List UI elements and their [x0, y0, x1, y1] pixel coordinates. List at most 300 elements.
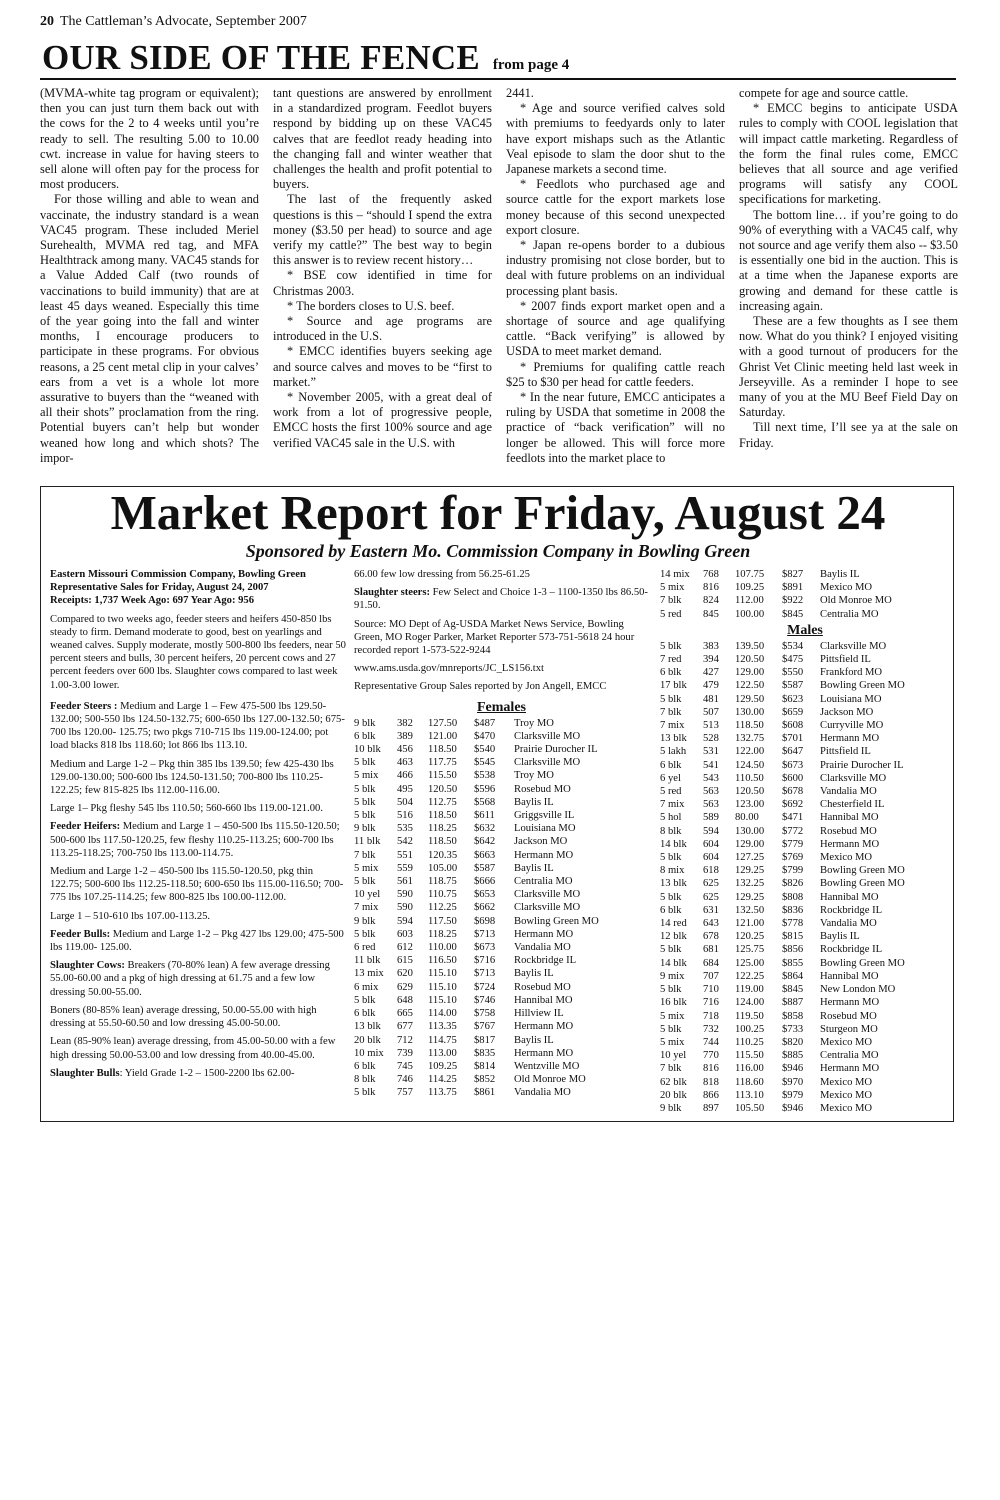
sale-price-head: $808 [782, 891, 804, 903]
sale-head-count: 10 yel [354, 889, 381, 901]
sale-buyer-location: Vandalia MO [820, 918, 877, 930]
sale-row [660, 983, 905, 996]
headline-rule [40, 78, 956, 80]
sale-row [660, 996, 905, 1009]
males-heading: Males [787, 622, 823, 638]
sale-buyer-location: Baylis IL [820, 931, 860, 943]
sale-price-cwt: 129.00 [735, 667, 765, 679]
sale-head-count: 8 mix [660, 865, 685, 877]
sale-head-count: 14 blk [660, 957, 687, 969]
sale-price-head: $623 [782, 693, 804, 705]
sale-price-cwt: 118.25 [428, 928, 457, 940]
sale-price-cwt: 115.10 [428, 968, 457, 980]
sale-buyer-location: Clarksville MO [514, 902, 581, 914]
sale-buyer-location: Baylis IL [820, 569, 860, 580]
sale-weight: 594 [703, 825, 719, 837]
sale-head-count: 13 mix [354, 968, 384, 980]
sale-price-head: $647 [782, 746, 804, 758]
sale-head-count: 5 blk [354, 810, 376, 822]
sale-weight: 710 [703, 984, 719, 996]
sale-buyer-location: Troy MO [514, 717, 554, 729]
market-right-column [660, 568, 950, 1115]
sale-buyer-location: Clarksville MO [514, 757, 581, 769]
sale-price-cwt: 109.25 [735, 582, 765, 594]
sale-weight: 507 [703, 706, 719, 718]
sale-row [660, 838, 905, 851]
report-paragraph [50, 758, 346, 798]
sale-row [660, 1102, 905, 1115]
sale-weight: 495 [397, 783, 413, 795]
sale-head-count: 5 mix [354, 862, 379, 874]
sale-price-head: $778 [782, 918, 804, 930]
sale-price-head: $733 [782, 1023, 804, 1035]
article-column-2 [273, 86, 492, 451]
sale-price-head: $817 [474, 1034, 496, 1046]
sale-buyer-location: Baylis IL [514, 862, 554, 874]
report-paragraphs [50, 700, 346, 1080]
sale-row [354, 1060, 599, 1073]
sale-price-head: $885 [782, 1050, 804, 1062]
sale-price-cwt: 127.50 [428, 717, 458, 729]
sale-row [660, 930, 905, 943]
sale-buyer-location: Louisiana MO [820, 693, 882, 705]
sale-price-head: $946 [782, 1063, 804, 1075]
sale-head-count: 14 mix [660, 569, 690, 580]
sale-price-head: $858 [782, 1010, 804, 1022]
sale-price-cwt: 122.00 [735, 746, 765, 758]
report-summary: Compared to two weeks ago, feeder steers and heifers 450-850 lbs steady to firm. Demand moderate to good, best on yearlings and weaned calves. Supply moderate, mostly 500-800 lbs feeders, near 50 percent steers and bulls, 30 percent heifers, 20 percent cows and 27 percent feeders over 600 lbs. Slaughter cows compared to last week 1.00-3.00 lower. [50, 613, 346, 691]
report-paragraph-text: Medium and Large 1-2 – 450-500 lbs 115.50-120.50, pkg thin 122.75; 500-600 lbs 112.25-118.50; 600-650 lbs 115.00-116.50; 700-775 lbs 107.25-114.25; few 800-825 lbs 100.00-112.00. [50, 866, 344, 904]
sale-row [354, 769, 599, 782]
sale-price-cwt: 129.50 [735, 693, 765, 705]
sale-head-count: 8 blk [354, 1074, 376, 1086]
sale-price-cwt: 115.50 [428, 770, 457, 782]
sale-buyer-location: Hannibal MO [820, 812, 879, 824]
sale-row [660, 943, 905, 956]
sale-row [354, 717, 599, 730]
sale-row [660, 706, 905, 719]
report-header-line: Representative Sales for Friday, August 24, 2007 [50, 582, 269, 594]
sale-row [660, 1076, 905, 1089]
sale-buyer-location: Pittsfield IL [820, 654, 871, 666]
sale-row [354, 862, 599, 875]
report-header-line: Eastern Missouri Commission Company, Bowling Green [50, 569, 306, 580]
sale-head-count: 13 blk [660, 733, 687, 745]
sale-buyer-location: Rosebud MO [820, 1010, 877, 1022]
sale-head-count: 5 hol [660, 812, 682, 824]
sale-weight: 504 [397, 796, 413, 808]
sale-buyer-location: Sturgeon MO [820, 1023, 878, 1035]
sale-buyer-location: Bowling Green MO [820, 957, 905, 969]
sale-price-cwt: 80.00 [735, 812, 759, 824]
sale-head-count: 5 blk [354, 1087, 376, 1099]
sale-buyer-location: Mexico MO [820, 1036, 873, 1048]
sale-head-count: 5 blk [660, 984, 682, 996]
sale-weight: 394 [703, 654, 719, 666]
sale-price-head: $891 [782, 582, 804, 594]
sale-price-head: $758 [474, 1008, 496, 1020]
sale-price-head: $540 [474, 744, 496, 756]
article-paragraph: * Japan re-opens border to a dubious industry promising not close border, but to deal with future problems on an individual processing plant basis. [506, 238, 725, 298]
sale-weight: 678 [703, 931, 719, 943]
sale-head-count: 5 blk [354, 928, 376, 940]
sale-buyer-location: Rockbridge IL [820, 944, 883, 956]
sale-price-cwt: 122.50 [735, 680, 765, 692]
sale-buyer-location: Mexico MO [820, 582, 873, 594]
sale-buyer-location: Pittsfield IL [820, 746, 871, 758]
article-paragraph: The last of the frequently asked questions is this – “should I spend the extra money ($3.50 per head) to source and age verify my cattle?” The best way to begin this answer is to review recent history… [273, 192, 492, 268]
sale-head-count: 8 blk [660, 825, 682, 837]
sale-weight: 816 [703, 582, 719, 594]
sale-head-count: 6 blk [660, 904, 682, 916]
sale-head-count: 9 blk [354, 915, 376, 927]
sale-row [660, 864, 905, 877]
article-paragraph: * Source and age programs are introduced in the U.S. [273, 314, 492, 344]
sale-head-count: 9 mix [660, 970, 685, 982]
sale-price-head: $716 [474, 955, 496, 967]
report-paragraph-label: Feeder Heifers: [50, 821, 121, 833]
sale-weight: 456 [397, 744, 413, 756]
sale-price-cwt: 117.75 [428, 757, 457, 769]
sale-buyer-location: Old Monroe MO [514, 1074, 586, 1086]
sale-head-count: 6 blk [660, 759, 682, 771]
report-paragraph-text: Lean (85-90% lean) average dressing, from 45.00-50.00 with a few high dressing 50.00-53.00 and low dressing from 40.00-45.00. [50, 1036, 336, 1061]
article-paragraph: * Feedlots who purchased age and source cattle for the export markets lose money because of this second unexpected export closure. [506, 177, 725, 237]
sale-row [660, 693, 905, 706]
sale-buyer-location: Rockbridge IL [514, 955, 577, 967]
sale-weight: 466 [397, 770, 413, 782]
females-heading: Females [477, 699, 526, 715]
sale-buyer-location: Louisiana MO [514, 823, 576, 835]
sale-price-cwt: 113.75 [428, 1087, 457, 1099]
sale-price-head: $487 [474, 717, 496, 729]
sale-price-cwt: 139.50 [735, 640, 765, 652]
sale-buyer-location: Hannibal MO [514, 994, 573, 1006]
sale-price-head: $663 [474, 849, 496, 861]
sale-buyer-location: Old Monroe MO [820, 595, 892, 607]
report-paragraph-text: : Yield Grade 1-2 – 1500-2200 lbs 62.00- [119, 1067, 295, 1079]
sale-price-cwt: 118.60 [735, 1076, 764, 1088]
sale-price-cwt: 118.50 [735, 720, 764, 732]
sale-head-count: 6 blk [354, 1008, 376, 1020]
sale-price-cwt: 119.50 [735, 1010, 764, 1022]
report-paragraph-text: Representative Group Sales reported by Jon Angell, EMCC [354, 681, 607, 693]
sale-price-head: $746 [474, 994, 496, 1006]
sale-row [660, 917, 905, 930]
sale-weight: 648 [397, 994, 413, 1006]
sale-row [354, 981, 599, 994]
sale-price-head: $673 [474, 942, 496, 954]
sale-price-head: $662 [474, 902, 496, 914]
sale-head-count: 7 mix [354, 902, 379, 914]
sale-buyer-location: Mexico MO [820, 1102, 873, 1114]
sale-weight: 563 [703, 786, 719, 798]
report-paragraph [50, 700, 346, 753]
article-paragraph: * November 2005, with a great deal of work from a lot of progressive people, EMCC hosts the first 100% source and age verified VAC45 sale in the U.S. with [273, 390, 492, 450]
sale-price-head: $471 [782, 812, 804, 824]
sale-buyer-location: Vandalia MO [514, 1087, 571, 1099]
sale-row [660, 719, 905, 732]
sale-head-count: 17 blk [660, 680, 687, 692]
sale-price-head: $534 [782, 640, 804, 652]
sale-buyer-location: Prairie Durocher IL [514, 744, 598, 756]
article-paragraph: * 2007 finds export market open and a shortage of source and age qualifying cattle. “Back verifying” is allowed by USDA to meet market demand. [506, 298, 725, 359]
sale-buyer-location: Troy MO [514, 770, 554, 782]
sale-head-count: 13 blk [354, 1021, 381, 1033]
sale-price-cwt: 122.25 [735, 970, 765, 982]
sale-head-count: 5 mix [660, 1010, 685, 1022]
sale-weight: 643 [703, 918, 719, 930]
sale-price-head: $826 [782, 878, 804, 890]
sale-head-count: 9 blk [354, 717, 376, 729]
sale-row [660, 785, 905, 798]
sale-price-cwt: 130.00 [735, 825, 765, 837]
sale-weight: 620 [397, 968, 413, 980]
sale-price-head: $666 [474, 876, 496, 888]
males-table [660, 640, 905, 1115]
sale-buyer-location: Hermann MO [514, 928, 574, 940]
sale-head-count: 16 blk [660, 997, 687, 1009]
sale-price-cwt: 115.10 [428, 994, 457, 1006]
sale-price-head: $698 [474, 915, 496, 927]
sale-buyer-location: Griggsville IL [514, 810, 575, 822]
report-paragraph-text: Source: MO Dept of Ag-USDA Market News Service, Bowling Green, MO Roger Parker, Market Reporter 573-751-5618 24 hour recorded report 1-573-522-9244 [354, 618, 635, 657]
sale-head-count: 5 red [660, 608, 682, 620]
report-paragraph [354, 568, 649, 581]
sale-weight: 770 [703, 1050, 719, 1062]
article-paragraph: Till next time, I’ll see ya at the sale on Friday. [739, 420, 958, 450]
sale-weight: 604 [703, 838, 719, 850]
sale-price-cwt: 113.10 [735, 1089, 764, 1101]
sale-row [354, 743, 599, 756]
article-column-3 [506, 86, 725, 466]
sale-row [660, 1036, 905, 1049]
sale-buyer-location: Clarksville MO [514, 889, 581, 901]
sale-buyer-location: Curryville MO [820, 720, 884, 732]
sale-price-head: $642 [474, 836, 496, 848]
sale-head-count: 5 blk [660, 693, 682, 705]
sale-weight: 463 [397, 757, 413, 769]
sale-buyer-location: Hermann MO [514, 1047, 574, 1059]
article-paragraph: tant questions are answered by enrollment in a standardized program. Feedlot buyers respond by bidding up on these VAC45 calves that are feedlot ready heading into the changing fall and winter weather that challenges the health and profit potential to buyers. [273, 86, 492, 192]
sale-row [354, 835, 599, 848]
sale-price-cwt: 115.50 [735, 1050, 764, 1062]
report-paragraph [354, 662, 649, 675]
sale-price-head: $861 [474, 1087, 496, 1099]
sale-weight: 746 [397, 1074, 413, 1086]
report-paragraph [354, 618, 649, 658]
sale-buyer-location: Clarksville MO [820, 772, 887, 784]
sale-head-count: 7 red [660, 654, 682, 666]
sale-head-count: 7 mix [660, 799, 685, 811]
sale-weight: 629 [397, 981, 413, 993]
article-column-1 [40, 86, 259, 466]
sale-price-cwt: 115.10 [428, 981, 457, 993]
sale-price-head: $587 [474, 862, 496, 874]
sale-row [660, 1023, 905, 1036]
sale-buyer-location: Jackson MO [820, 706, 874, 718]
report-paragraph [50, 1035, 346, 1061]
report-paragraph-label: Slaughter Bulls [50, 1067, 120, 1079]
sale-row [660, 1089, 905, 1102]
sale-buyer-location: Jackson MO [514, 836, 568, 848]
article-paragraph: (MVMA-white tag program or equivalent); then you can just turn them back out with the cows for the 2 to 4 weeks until you’re ready to sell. The resulting 5.00 to 10.00 cwt. increase in value for having steers to sell alone will often pay for the process for most producers. [40, 86, 259, 192]
sale-weight: 818 [703, 1076, 719, 1088]
sale-head-count: 10 blk [354, 744, 381, 756]
sale-weight: 665 [397, 1008, 413, 1020]
sale-price-head: $772 [782, 825, 804, 837]
sale-weight: 513 [703, 720, 719, 732]
sale-head-count: 5 blk [660, 1023, 682, 1035]
sale-weight: 589 [703, 812, 719, 824]
sale-price-head: $587 [782, 680, 804, 692]
sale-weight: 563 [703, 799, 719, 811]
sale-price-head: $799 [782, 865, 804, 877]
sale-price-cwt: 114.00 [428, 1008, 457, 1020]
sale-row [354, 809, 599, 822]
sale-price-head: $538 [474, 770, 496, 782]
sale-row [354, 994, 599, 1007]
article-paragraph: * EMCC identifies buyers seeking age and source calves and moves to be “first to market.” [273, 344, 492, 389]
sale-price-head: $724 [474, 981, 496, 993]
sale-price-head: $979 [782, 1089, 804, 1101]
sale-head-count: 7 mix [660, 720, 685, 732]
sale-buyer-location: Hillview IL [514, 1008, 564, 1020]
sale-weight: 535 [397, 823, 413, 835]
sale-price-head: $887 [782, 997, 804, 1009]
sale-row [660, 653, 905, 666]
sale-row [660, 640, 905, 653]
sale-row [660, 772, 905, 785]
sale-price-head: $769 [782, 852, 804, 864]
article-columns [40, 86, 958, 474]
report-paragraph [50, 1067, 346, 1080]
sale-price-cwt: 114.25 [428, 1074, 457, 1086]
sale-price-head: $611 [474, 810, 495, 822]
sale-row [354, 783, 599, 796]
sale-head-count: 7 blk [660, 1063, 682, 1075]
sale-price-head: $820 [782, 1036, 804, 1048]
report-paragraph [50, 802, 346, 815]
sale-price-cwt: 120.50 [735, 786, 765, 798]
article-paragraph: * BSE cow identified in time for Christmas 2003. [273, 268, 492, 298]
sale-row [660, 732, 905, 745]
sale-price-cwt: 110.25 [735, 1036, 764, 1048]
sale-buyer-location: Bowling Green MO [820, 680, 905, 692]
sale-price-head: $855 [782, 957, 804, 969]
sale-price-head: $946 [782, 1102, 804, 1114]
report-paragraph-text: Medium and Large 1-2 – Pkg thin 385 lbs 139.50; few 425-430 lbs 129.00-130.00; 500-600 lbs 124.50-131.50; 700-800 lbs 110.25-122.25; few 815-825 lbs 112.00-116.00. [50, 758, 334, 797]
sale-price-cwt: 107.75 [735, 569, 765, 580]
sale-head-count: 11 blk [354, 836, 381, 848]
sale-price-head: $864 [782, 970, 804, 982]
sale-price-head: $608 [782, 720, 804, 732]
sale-head-count: 6 yel [660, 772, 681, 784]
sale-price-cwt: 132.75 [735, 733, 765, 745]
report-paragraph-text: Medium and Large 1 – 450-500 lbs 115.50-120.50; 500-600 lbs 117.50-120.25, few fleshy 110.25-113.25; 600-700 lbs 113.25-118.25; 700-750 lbs 113.00-114.75. [50, 821, 340, 859]
sale-price-head: $692 [782, 799, 804, 811]
sale-row [354, 915, 599, 928]
sale-row [354, 822, 599, 835]
sale-head-count: 6 blk [354, 1060, 376, 1072]
sale-weight: 677 [397, 1021, 413, 1033]
sale-buyer-location: Hermann MO [820, 733, 880, 745]
sale-row [660, 957, 905, 970]
sale-buyer-location: Clarksville MO [514, 730, 581, 742]
sale-buyer-location: Hermann MO [514, 1021, 574, 1033]
sale-price-head: $550 [782, 667, 804, 679]
sale-head-count: 5 blk [660, 640, 682, 652]
report-paragraph [50, 820, 346, 860]
sale-row [660, 1062, 905, 1075]
females-table [354, 717, 599, 1100]
sale-weight: 383 [703, 640, 719, 652]
sale-head-count: 6 red [354, 942, 376, 954]
sale-price-cwt: 125.75 [735, 944, 765, 956]
sale-head-count: 5 blk [354, 876, 376, 888]
sale-row [660, 594, 892, 607]
sale-weight: 625 [703, 878, 719, 890]
sale-weight: 481 [703, 693, 719, 705]
sale-weight: 531 [703, 746, 719, 758]
article-paragraph: The bottom line… if you’re going to do 90% of everything with a VAC45 calf, why not source and age verify them also -- $3.50 is essentially one bid in the auction. This is at a time when the Japanese exports are growing and demand for these cattle is increasing again. [739, 207, 958, 313]
sale-weight: 604 [703, 852, 719, 864]
sale-weight: 427 [703, 667, 719, 679]
sale-buyer-location: Bowling Green MO [820, 865, 905, 877]
sale-row [660, 759, 905, 772]
sale-buyer-location: Vandalia MO [820, 786, 877, 798]
sale-price-head: $922 [782, 595, 804, 607]
report-paragraph-text: Breakers (70-80% lean) A few average dressing 55.00-60.00 and a pkg of high dressing at 61.75 and a few low dressing 50.00-55.00. [50, 960, 330, 998]
sale-weight: 479 [703, 680, 719, 692]
sale-buyer-location: Rockbridge IL [820, 904, 883, 916]
sale-price-head: $701 [782, 733, 804, 745]
sale-price-cwt: 112.75 [428, 796, 457, 808]
sale-head-count: 5 blk [660, 891, 682, 903]
sale-price-head: $600 [782, 772, 804, 784]
sale-buyer-location: Hermann MO [820, 997, 880, 1009]
sale-price-head: $568 [474, 796, 496, 808]
sale-buyer-location: Mexico MO [820, 852, 873, 864]
females-continued-table [660, 568, 892, 621]
sale-price-head: $827 [782, 569, 804, 580]
sale-row [354, 928, 599, 941]
sale-row [660, 581, 892, 594]
sale-weight: 768 [703, 569, 719, 580]
sale-price-cwt: 129.25 [735, 891, 765, 903]
sale-price-cwt: 120.50 [735, 654, 765, 666]
sale-weight: 745 [397, 1060, 413, 1072]
sale-head-count: 5 mix [660, 582, 685, 594]
report-paragraph-label: Slaughter steers: [354, 587, 431, 599]
sale-weight: 618 [703, 865, 719, 877]
sale-weight: 551 [397, 849, 413, 861]
sale-buyer-location: Baylis IL [514, 968, 554, 980]
sale-weight: 866 [703, 1089, 719, 1101]
sale-buyer-location: Hermann MO [820, 838, 880, 850]
sale-row [354, 796, 599, 809]
sale-head-count: 62 blk [660, 1076, 687, 1088]
sale-head-count: 5 mix [660, 1036, 685, 1048]
sale-head-count: 11 blk [354, 955, 381, 967]
sale-price-cwt: 125.00 [735, 957, 765, 969]
sale-head-count: 12 blk [660, 931, 687, 943]
sale-buyer-location: Clarksville MO [820, 640, 887, 652]
sale-weight: 615 [397, 955, 413, 967]
sale-price-cwt: 105.00 [428, 862, 458, 874]
article-paragraph: These are a few thoughts as I see them now. What do you think? I enjoyed visiting with a good turnout of producers for the Ghrist Vet Clinic meeting held last week in Jerseyville. As a reminder I hope to see many of you at the MU Beef Field Day on Saturday. [739, 314, 958, 420]
sale-row [354, 901, 599, 914]
